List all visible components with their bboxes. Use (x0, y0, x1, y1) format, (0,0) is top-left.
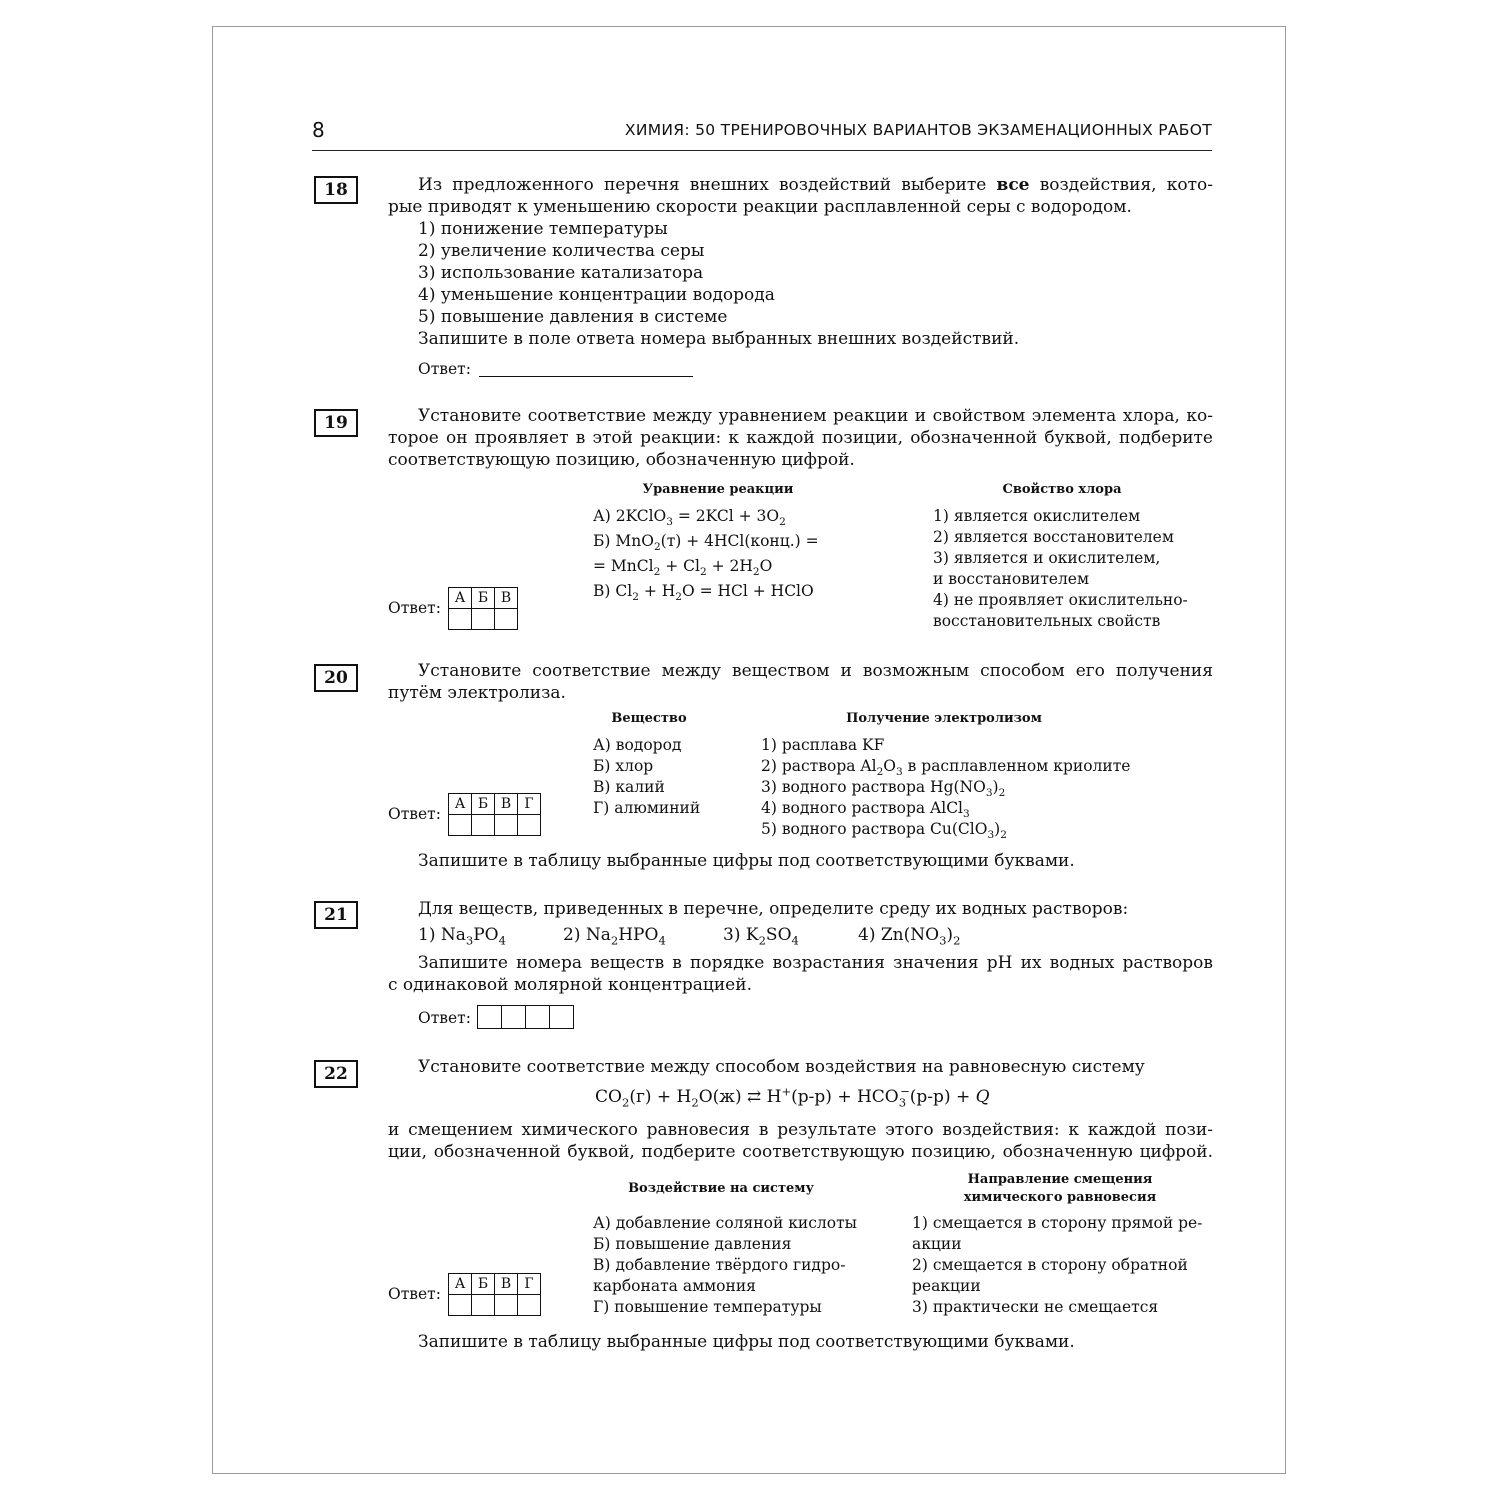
q18-instruction: Запишите в поле ответа номера выбранных внешних воздействий. (418, 329, 1020, 349)
q22-shift: 2) смещается в сторону обратной (912, 1256, 1188, 1274)
answer-cell[interactable] (472, 1295, 495, 1316)
answer-letter: В (495, 1274, 518, 1295)
q19-property: 4) не проявляет окислительно- (933, 591, 1188, 609)
q19-property: 2) является восстановителем (933, 528, 1174, 546)
q21-instruction: с одинаковой молярной концентрацией. (388, 975, 752, 995)
answer-label: Ответ: (388, 599, 441, 617)
task-number-19: 19 (314, 409, 358, 437)
answer-letter: Б (472, 1274, 495, 1295)
answer-letter: А (449, 1274, 472, 1295)
q22-right-header: химического равновесия (963, 1190, 1157, 1205)
task-number-21: 21 (314, 901, 358, 929)
q19-equation-b: Б) MnO$_2$(т) + 4HCl(конц.) = (593, 532, 819, 554)
q22-answer-table (448, 1273, 541, 1316)
q19-equation-a: А) 2KClO$_3$ = $2KCl + 3O_2$ (593, 507, 786, 529)
q18-option: 3) использование катализатора (418, 263, 704, 283)
task-number-18: 18 (314, 176, 358, 204)
q22-text: и смещением химического равновесия в результате этого воздействия: к каждой пози- (388, 1120, 1213, 1140)
q19-text: Установите соответствие между уравнением реакции и свойством элемента хлора, ко- (418, 406, 1213, 426)
q21-substance: 4) $Zn(NO_3)_2$ (858, 925, 961, 948)
q20-method: 4) водного раствора AlCl$_3$ (761, 799, 970, 821)
task-number-22: 22 (314, 1060, 358, 1088)
q22-action: А) добавление соляной кислоты (593, 1214, 858, 1232)
q20-left-header: Вещество (611, 711, 687, 726)
answer-label: Ответ: (418, 360, 471, 378)
answer-letter: В (495, 588, 518, 609)
book-title: ХИМИЯ: 50 ТРЕНИРОВОЧНЫХ ВАРИАНТОВ ЭКЗАМЕНАЦИОННЫХ РАБОТ (624, 121, 1212, 139)
q18-intro: Из предложенного перечня внешних воздействий выберите все воздействия, кото- (418, 175, 1214, 195)
q21-substance: 1) $Na_3PO_4$ (418, 925, 506, 948)
q22-shift: акции (912, 1235, 962, 1253)
q20-method: 5) водного раствора $Cu(ClO_3)_2$ (761, 820, 1007, 842)
q22-text: Установите соответствие между способом воздействия на равновесную систему (418, 1057, 1145, 1077)
q22-action: Г) повышение температуры (593, 1298, 822, 1316)
q22-left-header: Воздействие на систему (628, 1181, 814, 1196)
q18-option: 1) понижение температуры (418, 219, 668, 239)
answer-cell[interactable] (518, 815, 541, 836)
q20-substance: В) калий (593, 778, 665, 796)
q21-substance: 2) $Na_2HPO_4$ (563, 925, 666, 948)
answer-label: Ответ: (388, 805, 441, 823)
q22-instruction: Запишите в таблицу выбранные цифры под соответствующими буквами. (418, 1332, 1075, 1352)
q19-right-header: Свойство хлора (1002, 482, 1122, 497)
q20-substance: Б) хлор (593, 757, 654, 775)
q20-instruction: Запишите в таблицу выбранные цифры под соответствующими буквами. (418, 851, 1075, 871)
q20-substance: Г) алюминий (593, 799, 701, 817)
q18-option: 2) увеличение количества серы (418, 241, 705, 261)
answer-cell[interactable] (449, 815, 472, 836)
q20-method: 2) раствора $Al_2O_3$ в расплавленном криолите (761, 757, 1131, 779)
q20-method: 1) расплава KF (761, 736, 885, 754)
answer-cell[interactable] (449, 609, 472, 630)
answer-cell[interactable] (550, 1006, 573, 1028)
q18-answer-line[interactable] (479, 376, 693, 377)
q19-property: и восстановителем (933, 570, 1090, 588)
answer-cell[interactable] (472, 609, 495, 630)
answer-cell[interactable] (472, 815, 495, 836)
q22-right-header: Направление смещения (967, 1172, 1153, 1187)
q21-substance: 3) $K_2SO_4$ (723, 925, 799, 948)
q22-shift: 3) практически не смещается (912, 1298, 1159, 1316)
q20-substance: А) водород (593, 736, 682, 754)
answer-cell[interactable] (449, 1295, 472, 1316)
q18-option: 5) повышение давления в системе (418, 307, 728, 327)
q22-shift: реакции (912, 1277, 981, 1295)
q21-instruction: Запишите номера веществ в порядке возрастания значения pH их водных растворов (418, 953, 1213, 973)
q21-text: Для веществ, приведенных в перечне, определите среду их водных растворов: (418, 899, 1129, 919)
q19-equation-v: В) $Cl_2 + H_2O$ = HCl + HClO (593, 582, 814, 604)
header-rule (312, 150, 1212, 151)
page-number: 8 (312, 118, 325, 142)
q22-shift: 1) смещается в сторону прямой ре- (912, 1214, 1203, 1232)
q21-answer-cells[interactable] (477, 1005, 574, 1029)
answer-cell[interactable] (502, 1006, 526, 1028)
answer-letter: В (495, 794, 518, 815)
task-number-20: 20 (314, 664, 358, 692)
q19-property: восстановительных свойств (933, 612, 1161, 630)
answer-letter: А (449, 588, 472, 609)
answer-letter: Б (472, 588, 495, 609)
q20-right-header: Получение электролизом (846, 711, 1042, 726)
q22-action: карбоната аммония (593, 1277, 756, 1295)
q19-answer-table (448, 587, 518, 630)
q20-text: путём электролиза. (388, 683, 566, 703)
answer-cell[interactable] (518, 1295, 541, 1316)
q19-property: 1) является окислителем (933, 507, 1141, 525)
answer-letter: Г (518, 794, 541, 815)
answer-label: Ответ: (388, 1285, 441, 1303)
q19-equation-b-cont: = MnCl$_2$ + $Cl_2 + 2H_2O$ (593, 557, 773, 579)
q19-text: торое он проявляет в этой реакции: к каждой позиции, обозначенной буквой, подберите (388, 428, 1213, 448)
q20-method: 3) водного раствора $Hg(NO_3)_2$ (761, 778, 1006, 800)
answer-cell[interactable] (495, 1295, 518, 1316)
q19-property: 3) является и окислителем, (933, 549, 1161, 567)
q19-text: соответствующую позицию, обозначенную цифрой. (388, 450, 855, 470)
q22-action: Б) повышение давления (593, 1235, 792, 1253)
q22-equilibrium-equation: $CO_2(г) + H_2O(ж)$ ⇄ $H^+(р-р) + HCO_3^-(р-р) + Q$ (595, 1084, 990, 1110)
answer-cell[interactable] (526, 1006, 550, 1028)
q18-option: 4) уменьшение концентрации водорода (418, 285, 775, 305)
answer-cell[interactable] (478, 1006, 502, 1028)
answer-letter: А (449, 794, 472, 815)
answer-letter: Б (472, 794, 495, 815)
q22-action: В) добавление твёрдого гидро- (593, 1256, 846, 1274)
answer-label: Ответ: (418, 1009, 471, 1027)
q20-answer-table (448, 793, 541, 836)
answer-cell[interactable] (495, 815, 518, 836)
q19-left-header: Уравнение реакции (642, 482, 794, 497)
answer-cell[interactable] (495, 609, 518, 630)
q20-text: Установите соответствие между веществом и возможным способом его получения (418, 661, 1213, 681)
q22-text: ции, обозначенной буквой, подберите соответствующую позицию, обозначенную цифрой. (388, 1142, 1213, 1162)
answer-letter: Г (518, 1274, 541, 1295)
q18-intro-line2: рые приводят к уменьшению скорости реакции расплавленной серы с водородом. (388, 197, 1132, 217)
